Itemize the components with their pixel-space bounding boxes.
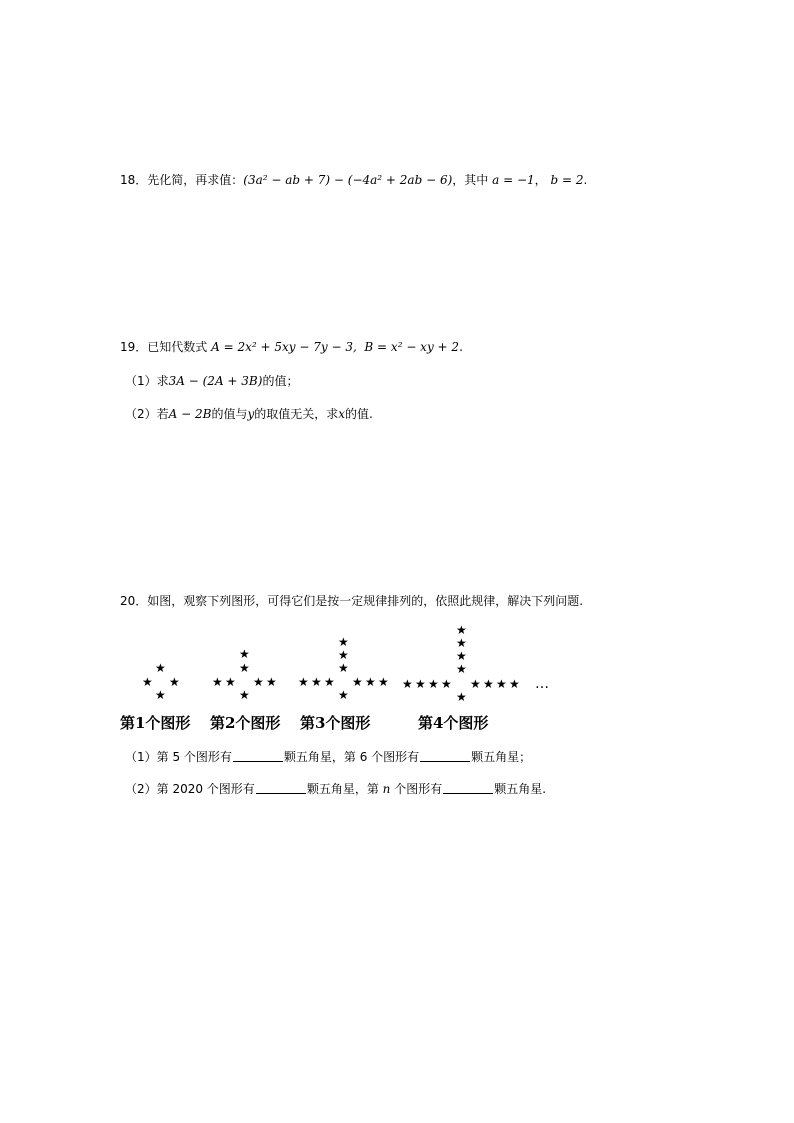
q18-condition-b: b = 2 — [550, 173, 584, 187]
q19-lead: 19．已知代数式 — [120, 340, 208, 354]
answer-blank[interactable] — [256, 781, 306, 794]
star-icon: ★ — [415, 677, 426, 691]
star-icon: ★ — [239, 688, 250, 702]
question-19 — [120, 338, 463, 356]
q20-part-2 — [125, 780, 546, 798]
q20-p2-a: （2）第 2020 个图形有 — [125, 782, 255, 796]
star-icon: ★ — [239, 661, 250, 675]
star-icon: ★ — [456, 690, 467, 704]
q19-p2-lead: （2）若 — [125, 407, 169, 421]
answer-blank[interactable] — [420, 749, 470, 762]
figure-caption-1: 第1个图形 — [120, 714, 191, 732]
q18-text: 18．先化简，再求值： — [120, 173, 244, 187]
star-icon: ★ — [253, 675, 264, 689]
star-icon: ★ — [456, 623, 467, 637]
star-icon: ★ — [402, 677, 413, 691]
q19-p2-var-y: y — [247, 407, 255, 421]
q18-expression: (3a² − ab + 7) − (−4a² + 2ab − 6) — [243, 173, 453, 187]
question-20 — [120, 592, 583, 610]
q20-p1-c: 颗五角星； — [471, 750, 532, 764]
star-icon: ★ — [509, 677, 520, 691]
q18-condition-lead: ，其中 — [452, 173, 489, 187]
q18-separator: ， — [534, 173, 547, 187]
figure-caption-2: 第2个图形 — [210, 714, 281, 732]
figure-caption-4: 第4个图形 — [418, 714, 489, 732]
star-icon: ★ — [212, 675, 223, 689]
q18-condition-a: a = −1 — [492, 173, 535, 187]
q19-end: . — [459, 340, 463, 354]
star-icon: ★ — [324, 675, 335, 689]
star-icon: ★ — [239, 647, 250, 661]
star-icon: ★ — [456, 662, 467, 676]
q20-text: 20．如图，观察下列图形，可得它们是按一定规律排列的，依照此规律，解决下列问题. — [120, 594, 584, 608]
q20-p2-b: 颗五角星，第 — [306, 782, 379, 796]
star-icon: ★ — [428, 677, 439, 691]
q19-part-1 — [125, 372, 298, 390]
q20-p2-d: 颗五角星. — [494, 782, 547, 796]
q20-p2-c: 个图形有 — [394, 782, 443, 796]
star-icon: ★ — [496, 677, 507, 691]
q20-part-1 — [125, 748, 531, 766]
star-icon: ★ — [483, 677, 494, 691]
q19-p2-mid2: 的取值无关，求 — [254, 407, 339, 421]
star-icon: ★ — [338, 635, 349, 649]
q19-p1-expression: 3A − (2A + 3B) — [168, 374, 263, 388]
q18-end: . — [583, 173, 588, 187]
answer-blank[interactable] — [233, 749, 283, 762]
star-icon: ★ — [169, 675, 180, 689]
answer-blank[interactable] — [443, 781, 493, 794]
q19-p2-end: 的值. — [345, 407, 373, 421]
star-icon: ★ — [456, 649, 467, 663]
q19-expression-b: B = x² − xy + 2 — [364, 340, 460, 354]
star-icon: ★ — [441, 677, 452, 691]
q19-p1-lead: （1）求 — [125, 374, 169, 388]
question-18 — [120, 171, 587, 189]
q19-part-2 — [125, 405, 373, 423]
star-icon: ★ — [266, 675, 277, 689]
q19-expression-a: A = 2x² + 5xy − 7y − 3, — [211, 340, 357, 354]
star-icon: ★ — [298, 675, 309, 689]
star-icon: ★ — [142, 675, 153, 689]
q19-p2-expression: A − 2B — [168, 407, 212, 421]
star-icon: ★ — [378, 675, 389, 689]
star-icon: ★ — [311, 675, 322, 689]
star-icon: ★ — [470, 677, 481, 691]
star-icon: ★ — [338, 661, 349, 675]
star-icon: ★ — [365, 675, 376, 689]
q19-p2-mid: 的值与 — [211, 407, 248, 421]
figure-caption-3: 第3个图形 — [300, 714, 371, 732]
star-icon: ★ — [338, 648, 349, 662]
star-icon: ★ — [155, 688, 166, 702]
star-icon: ★ — [338, 688, 349, 702]
q20-p1-a: （1）第 5 个图形有 — [125, 750, 232, 764]
ellipsis: … — [535, 676, 549, 692]
star-icon: ★ — [456, 636, 467, 650]
q19-p1-end: 的值； — [262, 374, 299, 388]
star-icon: ★ — [155, 661, 166, 675]
q19-p2-var-x: x — [338, 407, 346, 421]
q20-p2-var-n: n — [382, 782, 391, 796]
q20-p1-b: 颗五角星，第 6 个图形有 — [283, 750, 420, 764]
star-icon: ★ — [225, 675, 236, 689]
star-icon: ★ — [352, 675, 363, 689]
